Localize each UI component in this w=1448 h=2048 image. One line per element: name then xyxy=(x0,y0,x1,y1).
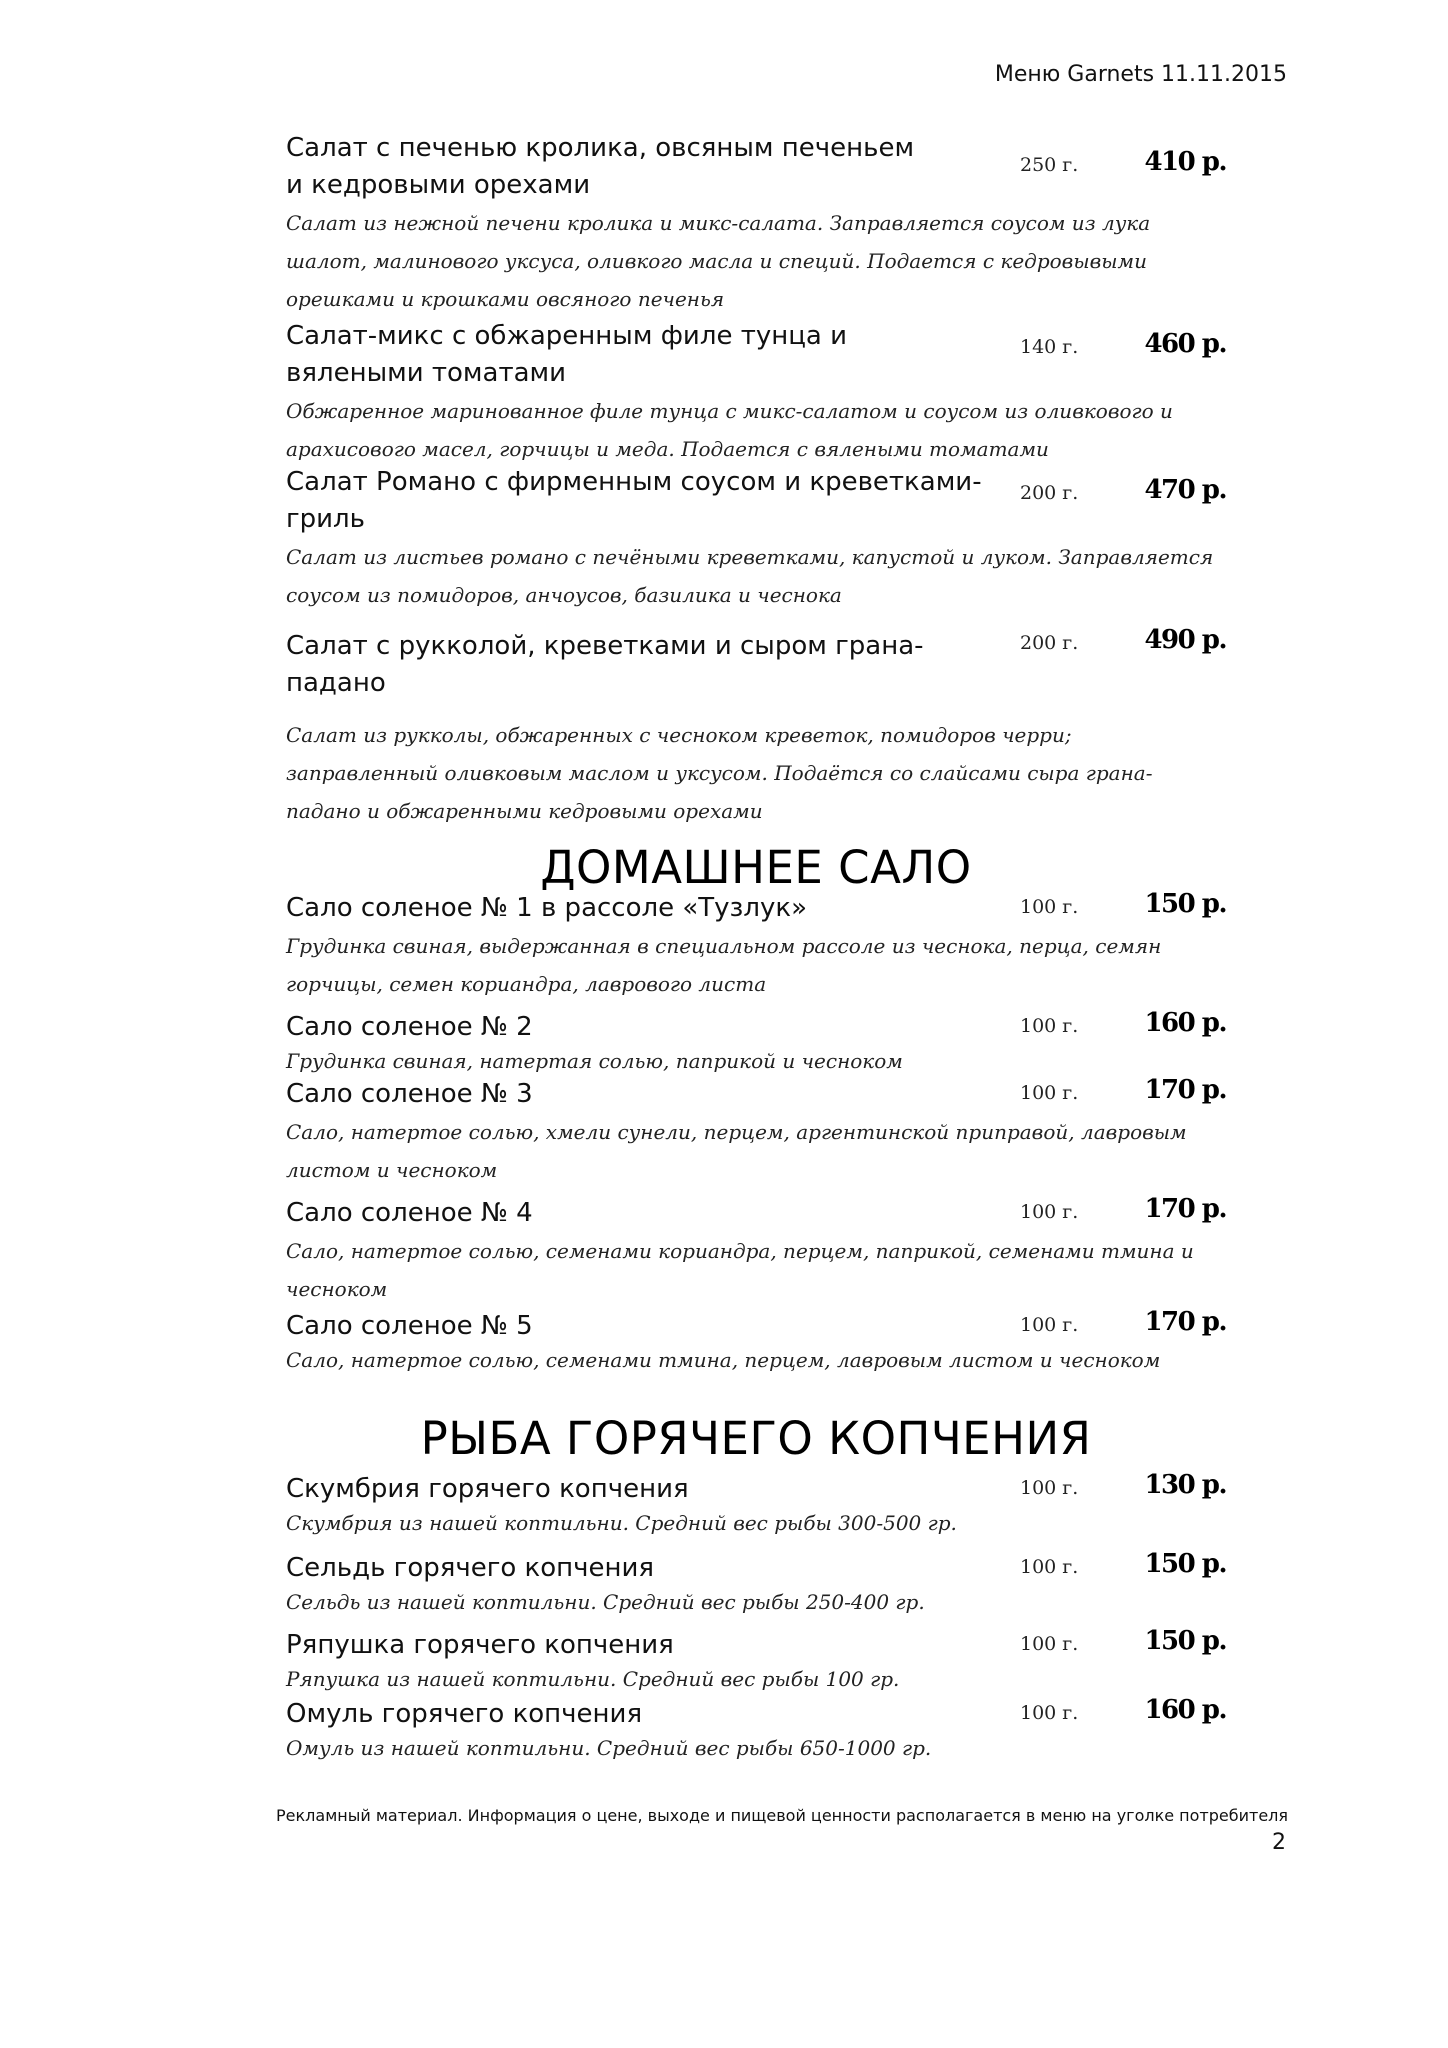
item-description: Сало, натертое солью, хмели сунели, перцем, аргентинской приправой, лавровым листом и чесноком xyxy=(286,1120,1187,1182)
item-weight: 100 г. xyxy=(1020,1201,1079,1223)
section-title-salo: ДОМАШНЕЕ САЛО xyxy=(540,841,972,894)
item-price: 490 р. xyxy=(1144,625,1226,655)
item-price: 130 р. xyxy=(1144,1470,1226,1500)
item-title: Сало соленое № 2 xyxy=(286,1012,533,1042)
item-weight: 100 г. xyxy=(1020,1082,1079,1104)
item-weight: 100 г. xyxy=(1020,1702,1079,1724)
item-description: Омуль из нашей коптильни. Средний вес рыбы 650-1000 гр. xyxy=(286,1736,932,1760)
menu-item-fish-herring xyxy=(286,1550,1226,1617)
item-title: Салат Романо с фирменным соусом и креветками-гриль xyxy=(286,467,982,534)
item-price: 160 р. xyxy=(1144,1008,1226,1038)
item-weight: 200 г. xyxy=(1020,482,1079,504)
item-title: Сельдь горячего копчения xyxy=(286,1553,655,1583)
item-description: Грудинка свиная, выдержанная в специальном рассоле из чеснока, перца, семян горчицы, семен кориандра, лаврового листа xyxy=(286,934,1162,996)
item-description: Салат из листьев романо с печёными креветками, капустой и луком. Заправляется соусом из помидоров, анчоусов, базилика и чеснока xyxy=(286,545,1214,607)
item-description: Обжаренное маринованное филе тунца с микс-салатом и соусом из оливкового и арахисового масел, горчицы и меда. Подается с вялеными томатами xyxy=(286,399,1173,461)
menu-item-salad-rabbit xyxy=(286,130,1226,318)
item-weight: 100 г. xyxy=(1020,1015,1079,1037)
item-title: Сало соленое № 5 xyxy=(286,1311,533,1341)
menu-item-salo-2 xyxy=(286,1009,1226,1076)
item-weight: 100 г. xyxy=(1020,1556,1079,1578)
item-title: Сало соленое № 3 xyxy=(286,1079,533,1109)
section-title-fish: РЫБА ГОРЯЧЕГО КОПЧЕНИЯ xyxy=(420,1412,1092,1465)
menu-item-salad-arugula xyxy=(286,625,1226,830)
item-price: 460 р. xyxy=(1144,329,1226,359)
item-description: Грудинка свиная, натертая солью, паприкой и чесноком xyxy=(286,1049,903,1073)
menu-content xyxy=(286,130,1226,1763)
menu-item-fish-mackerel xyxy=(286,1471,1226,1538)
item-weight: 100 г. xyxy=(1020,1633,1079,1655)
item-description: Сельдь из нашей коптильни. Средний вес рыбы 250-400 гр. xyxy=(286,1590,925,1614)
item-price: 150 р. xyxy=(1144,889,1226,919)
item-title: Сало соленое № 4 xyxy=(286,1198,533,1228)
page-header-title: Меню Garnets 11.11.2015 xyxy=(994,62,1287,87)
item-description: Салат из рукколы, обжаренных с чесноком креветок, помидоров черри; заправленный оливковым маслом и уксусом. Подаётся со слайсами сыра грана- падано и обжаренными кедровыми орехами xyxy=(286,723,1153,823)
item-title: Омуль горячего копчения xyxy=(286,1699,643,1729)
item-price: 470 р. xyxy=(1144,475,1226,505)
item-weight: 200 г. xyxy=(1020,632,1079,654)
menu-item-salo-4 xyxy=(286,1195,1226,1308)
item-weight: 140 г. xyxy=(1020,336,1079,358)
item-weight: 100 г. xyxy=(1020,1477,1079,1499)
item-description: Сало, натертое солью, семенами тмина, перцем, лавровым листом и чесноком xyxy=(286,1348,1161,1372)
page-number: 2 xyxy=(1272,1830,1286,1855)
item-description: Скумбрия из нашей коптильни. Средний вес рыбы 300-500 гр. xyxy=(286,1511,957,1535)
menu-item-salo-1 xyxy=(286,890,1226,1003)
menu-item-fish-omul xyxy=(286,1696,1226,1763)
menu-item-fish-vendace xyxy=(286,1627,1226,1694)
item-weight: 100 г. xyxy=(1020,896,1079,918)
item-title: Салат-микс с обжаренным филе тунца и вялеными томатами xyxy=(286,321,848,388)
item-description: Сало, натертое солью, семенами кориандра, перцем, паприкой, семенами тмина и чесноком xyxy=(286,1239,1194,1301)
item-weight: 100 г. xyxy=(1020,1314,1079,1336)
item-title: Скумбрия горячего копчения xyxy=(286,1474,689,1504)
item-description: Салат из нежной печени кролика и микс-салата. Заправляется соусом из лука шалот, малинового уксуса, оливкого масла и специй. Подается с кедровывыми орешками и крошками овсяного печенья xyxy=(286,211,1151,311)
item-title: Салат с печенью кролика, овсяным печеньем и кедровыми орехами xyxy=(286,133,915,200)
item-weight: 250 г. xyxy=(1020,154,1079,176)
item-price: 160 р. xyxy=(1144,1695,1226,1725)
item-description: Ряпушка из нашей коптильни. Средний вес рыбы 100 гр. xyxy=(286,1667,900,1691)
item-title: Салат с рукколой, креветками и сыром грана-падано xyxy=(286,631,924,698)
menu-item-salad-romano xyxy=(286,464,1226,614)
item-price: 170 р. xyxy=(1144,1075,1226,1105)
menu-item-salo-5 xyxy=(286,1308,1226,1375)
item-price: 410 р. xyxy=(1144,147,1226,177)
item-price: 170 р. xyxy=(1144,1194,1226,1224)
item-price: 150 р. xyxy=(1144,1549,1226,1579)
item-title: Ряпушка горячего копчения xyxy=(286,1630,674,1660)
item-price: 150 р. xyxy=(1144,1626,1226,1656)
item-price: 170 р. xyxy=(1144,1307,1226,1337)
menu-item-salo-3 xyxy=(286,1076,1226,1189)
menu-item-salad-tuna xyxy=(286,318,1226,468)
footer-disclaimer: Рекламный материал. Информация о цене, выходе и пищевой ценности располагается в меню на уголке потребителя xyxy=(276,1806,1289,1825)
item-title: Сало соленое № 1 в рассоле «Тузлук» xyxy=(286,893,807,923)
